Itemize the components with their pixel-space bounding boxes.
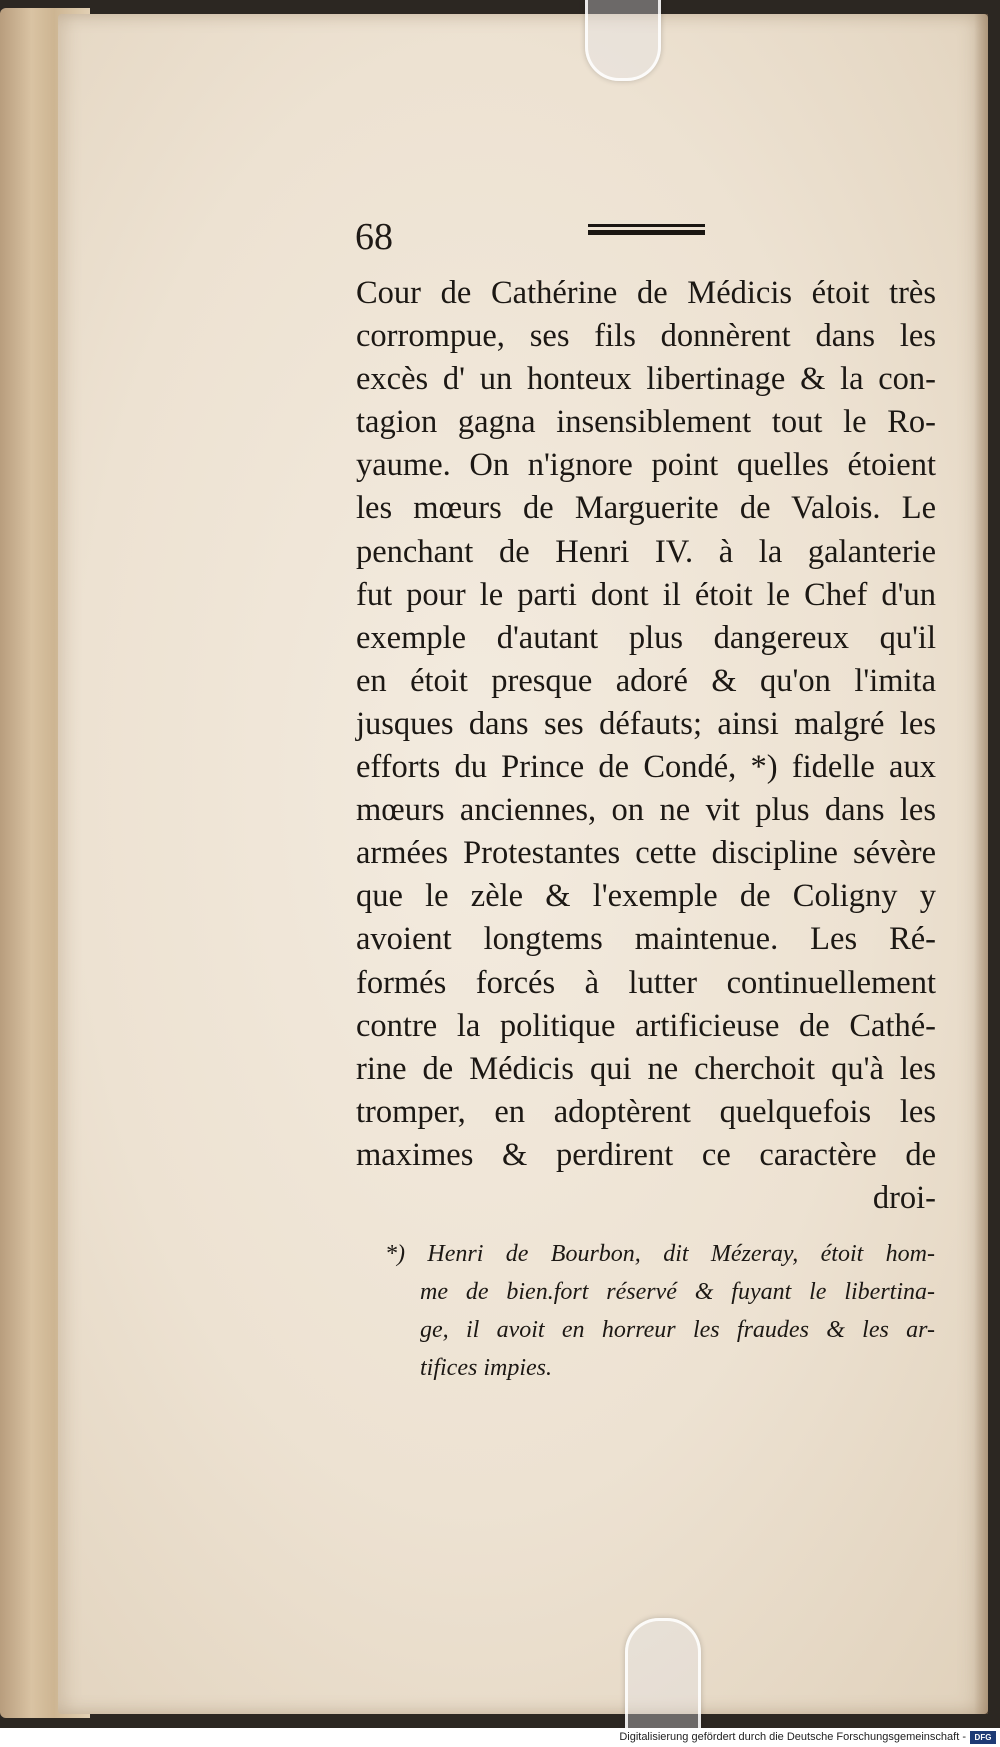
body-line: efforts du Prince de Condé, *) fidelle aux (356, 749, 936, 786)
body-line: exemple d'autant plus dangereux qu'il (356, 619, 936, 656)
body-line: les mœurs de Marguerite de Valois. Le (356, 490, 936, 527)
bottom-clip (625, 1618, 701, 1731)
digitization-credit (0, 1728, 1000, 1747)
body-line: que le zèle & l'exemple de Coligny y (356, 878, 936, 915)
body-line: tromper, en adoptèrent quelquefois les (356, 1093, 936, 1130)
body-line: maximes & perdirent ce caractère de (356, 1136, 936, 1173)
body-line: contre la politique artificieuse de Cathé- (356, 1007, 936, 1044)
body-line: corrompue, ses fils donnèrent dans les (356, 318, 936, 355)
footnote-line: me de bien.fort réservé & fuyant le libertina- (420, 1279, 935, 1305)
body-line: penchant de Henri IV. à la galanterie (356, 533, 936, 570)
body-line: en étoit presque adoré & qu'on l'imita (356, 662, 936, 699)
footnote-line: *) Henri de Bourbon, dit Mézeray, étoit hom- (385, 1241, 935, 1267)
header-rule (588, 224, 705, 238)
body-line: excès d' un honteux libertinage & la con- (356, 361, 936, 398)
footnote-line: tifices impies. (420, 1355, 552, 1381)
body-line: avoient longtems maintenue. Les Ré- (356, 921, 936, 958)
body-line: fut pour le parti dont il étoit le Chef d'un (356, 576, 936, 613)
credit-text: Digitalisierung gefördert durch die Deutsche Forschungsgemeinschaft - (619, 1731, 966, 1743)
dfg-logo-icon: DFG (970, 1731, 996, 1744)
body-line: armées Protestantes cette discipline sévère (356, 835, 936, 872)
body-line: formés forcés à lutter continuellement (356, 964, 936, 1001)
body-text (356, 272, 936, 1220)
body-line: rine de Médicis qui ne cherchoit qu'à les (356, 1050, 936, 1087)
top-clip (585, 0, 661, 81)
body-line: yaume. On n'ignore point quelles étoient (356, 447, 936, 484)
page-edge-shadow (974, 14, 988, 1714)
body-line: tagion gagna insensiblement tout le Ro- (356, 404, 936, 441)
page-number: 68 (355, 216, 393, 258)
body-line: mœurs anciennes, on ne vit plus dans les (356, 792, 936, 829)
body-line: Cour de Cathérine de Médicis étoit très (356, 275, 936, 311)
footnote (385, 1235, 935, 1387)
footnote-line: ge, il avoit en horreur les fraudes & les ar- (420, 1317, 935, 1343)
body-line: jusques dans ses défauts; ainsi malgré les (356, 705, 936, 742)
catchword: droi- (872, 1179, 936, 1216)
